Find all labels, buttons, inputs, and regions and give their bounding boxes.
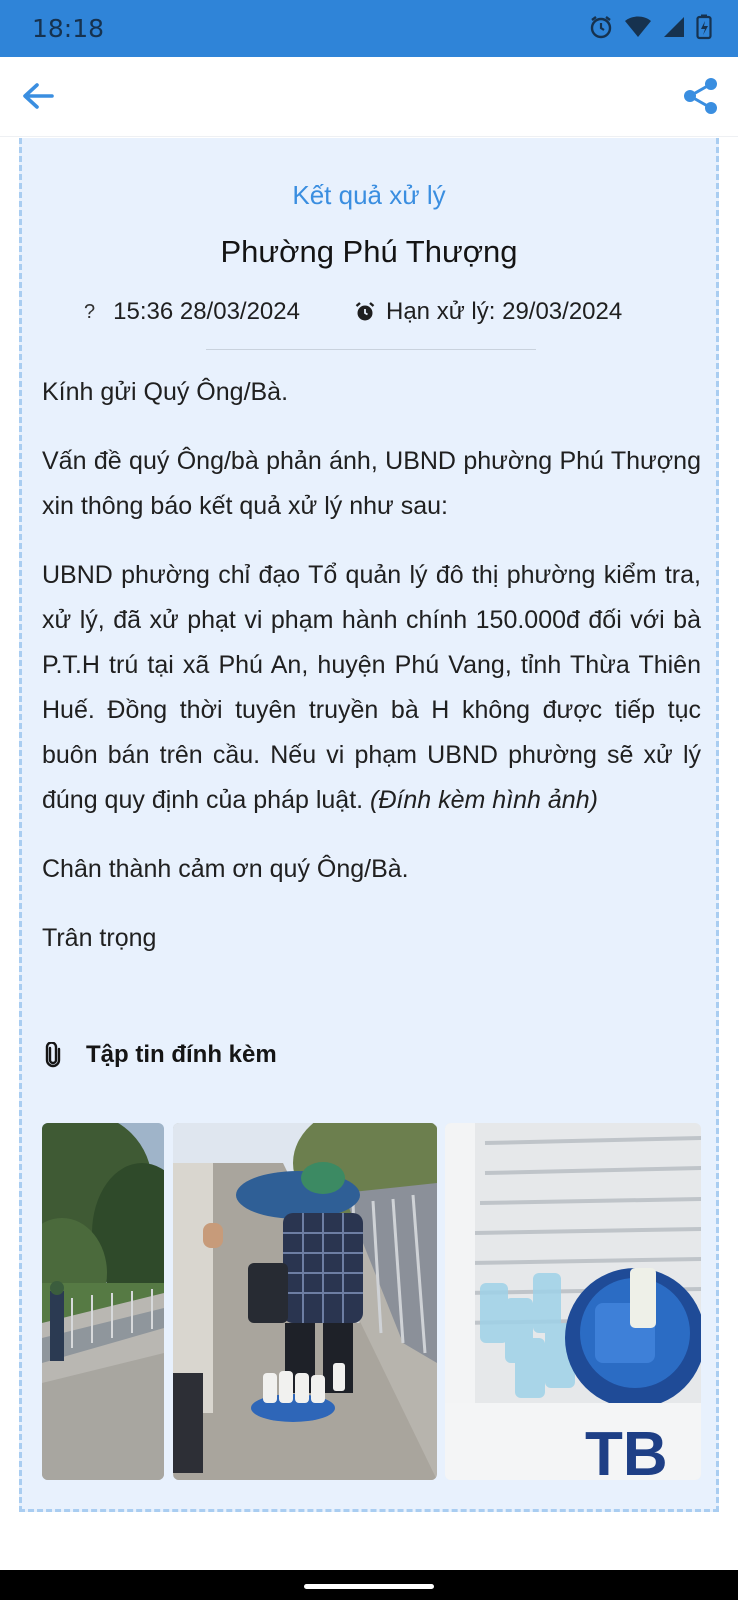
ward-name: Phường Phú Thượng [220, 234, 518, 269]
unknown-icon: ? [84, 300, 96, 323]
result-card [19, 138, 719, 1512]
share-button[interactable] [680, 75, 722, 117]
system-nav-bar [0, 1570, 738, 1600]
back-button[interactable] [18, 77, 58, 117]
deadline [354, 298, 622, 326]
created-time-text: 15:36 28/03/2024 [113, 298, 300, 325]
attachment-gallery[interactable] [42, 1123, 701, 1480]
alarm-icon [588, 14, 614, 40]
attachment-note: (Đính kèm hình ảnh) [370, 786, 598, 814]
status-time: 18:18 [32, 14, 105, 43]
attachments-title: Tập tin đính kèm [86, 1041, 277, 1068]
photo-vendor-on-bridge[interactable] [173, 1123, 437, 1480]
greeting-text: Kính gửi Quý Ông/Bà. [42, 378, 289, 406]
result-detail-text [42, 553, 701, 823]
divider [206, 349, 536, 350]
alarm-clock-icon [354, 301, 376, 323]
share-icon [680, 75, 722, 117]
home-handle[interactable] [304, 1584, 434, 1589]
created-time [84, 298, 300, 326]
wifi-icon [624, 15, 652, 39]
intro-text: Vấn đề quý Ông/bà phản ánh, UBND phường Phú Thượng xin thông báo kết quả xử lý như sau: [42, 447, 701, 520]
svg-text:TB: TB [585, 1420, 668, 1480]
result-detail-body: UBND phường chỉ đạo Tổ quản lý đô thị phường kiểm tra, xử lý, đã xử phạt vi phạm hành chính 150.000đ đối với bà P.T.H trú tại xã Phú An, huyện Phú Vang, tỉnh Thừa Thiên Huế. Đồng thời tuyên truyền bà H không được tiếp tục buôn bán trên cầu. Nếu vi phạm UBND phường sẽ xử lý đúng quy định của pháp luật. [42, 561, 701, 814]
photo-bottles-in-basin[interactable] [445, 1123, 701, 1480]
signal-icon [662, 15, 686, 39]
response-body [42, 370, 701, 985]
battery-charging-icon [696, 14, 712, 40]
deadline-text: Hạn xử lý: 29/03/2024 [386, 298, 623, 325]
status-bar [0, 0, 738, 57]
paperclip-icon [42, 1042, 64, 1068]
closing-text: Trân trọng [42, 924, 157, 952]
meta-row [22, 298, 716, 332]
status-icons [588, 14, 712, 40]
photo-bridge-trees[interactable] [42, 1123, 164, 1480]
app-bar [0, 57, 738, 137]
arrow-left-icon [18, 77, 58, 117]
result-label: Kết quả xử lý [292, 180, 446, 210]
thanks-text: Chân thành cảm ơn quý Ông/Bà. [42, 855, 409, 883]
attachments-header [42, 1041, 277, 1069]
